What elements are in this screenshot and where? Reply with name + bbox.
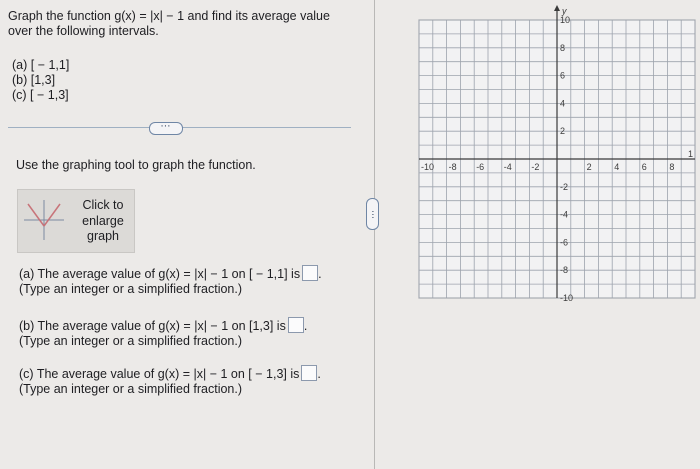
y-tick-label: -10 <box>560 293 574 303</box>
x-tick-label: -10 <box>421 162 435 172</box>
y-axis-arrow-icon <box>554 5 560 11</box>
question-c-hint: (Type an integer or a simplified fraction.) <box>19 382 243 396</box>
answer-b-input[interactable] <box>288 317 304 333</box>
enlarge-line-3: graph <box>87 229 119 243</box>
problem-line-1: Graph the function g(x) = |x| − 1 and find its average value <box>8 9 330 23</box>
x-tick-label: 2 <box>586 162 592 172</box>
panel-divider <box>374 0 375 469</box>
x-tick-label: -8 <box>448 162 457 172</box>
enlarge-line-1: Click to <box>82 198 124 212</box>
enlarge-graph-button[interactable] <box>17 189 135 253</box>
y-tick-label: -2 <box>560 181 569 192</box>
interval-item: (a) [ − 1,1] <box>12 58 70 72</box>
x-tick-label: 4 <box>614 162 620 172</box>
graph-panel <box>377 0 700 469</box>
answer-c-input[interactable] <box>301 365 317 381</box>
interval-item: (b) [1,3] <box>12 73 56 87</box>
enlarge-line-2: enlarge <box>82 213 124 228</box>
question-b-hint: (Type an integer or a simplified fraction.) <box>19 334 243 348</box>
x-tick-label: -2 <box>531 162 540 172</box>
x-tick-label: 6 <box>641 162 647 172</box>
graphing-instruction: Use the graphing tool to graph the function. <box>16 158 256 172</box>
y-tick-label: -4 <box>560 209 569 220</box>
problem-line-2: over the following intervals. <box>8 24 159 38</box>
question-a-text: (a) The average value of g(x) = |x| − 1 on [ − 1,1] is <box>19 267 301 281</box>
y-axis-label: y <box>562 6 567 16</box>
y-tick-label: -8 <box>560 265 569 276</box>
x-tick-label: 8 <box>669 162 675 172</box>
y-tick-label: 4 <box>560 98 566 109</box>
interval-item: (c) [ − 1,3] <box>12 88 69 102</box>
expand-more-button[interactable]: ⋯ <box>149 122 183 135</box>
expand-panel-button[interactable]: ⋯ <box>366 198 379 230</box>
y-tick-label: 2 <box>560 126 566 137</box>
y-tick-label: 8 <box>560 42 566 53</box>
y-tick-label: 6 <box>560 70 566 81</box>
enlarge-graph-caption <box>78 198 128 245</box>
question-a-hint: (Type an integer or a simplified fraction.) <box>19 282 243 296</box>
x-tick-label: -4 <box>503 162 512 172</box>
question-b-text: (b) The average value of g(x) = |x| − 1 on [1,3] is <box>19 319 286 333</box>
graph-thumbnail-icon <box>24 198 64 242</box>
x-tick-label: 1 <box>688 149 694 159</box>
question-b: (b) The average value of g(x) = |x| − 1 on [1,3] is . (Type an integer or a simplified fraction.) <box>19 319 308 348</box>
y-tick-label: 10 <box>560 15 571 25</box>
interval-list <box>12 58 69 103</box>
question-c-text: (c) The average value of g(x) = |x| − 1 on [ − 1,3] is <box>19 367 300 381</box>
question-a: (a) The average value of g(x) = |x| − 1 on [ − 1,1] is . (Type an integer or a simplified fraction.) <box>19 267 322 296</box>
answer-a-input[interactable] <box>302 265 318 281</box>
coordinate-grid[interactable] <box>377 0 700 469</box>
x-tick-label: -6 <box>476 162 485 172</box>
y-tick-label: -6 <box>560 237 569 248</box>
problem-statement <box>8 9 330 39</box>
question-c: (c) The average value of g(x) = |x| − 1 on [ − 1,3] is . (Type an integer or a simplified fraction.) <box>19 367 321 396</box>
